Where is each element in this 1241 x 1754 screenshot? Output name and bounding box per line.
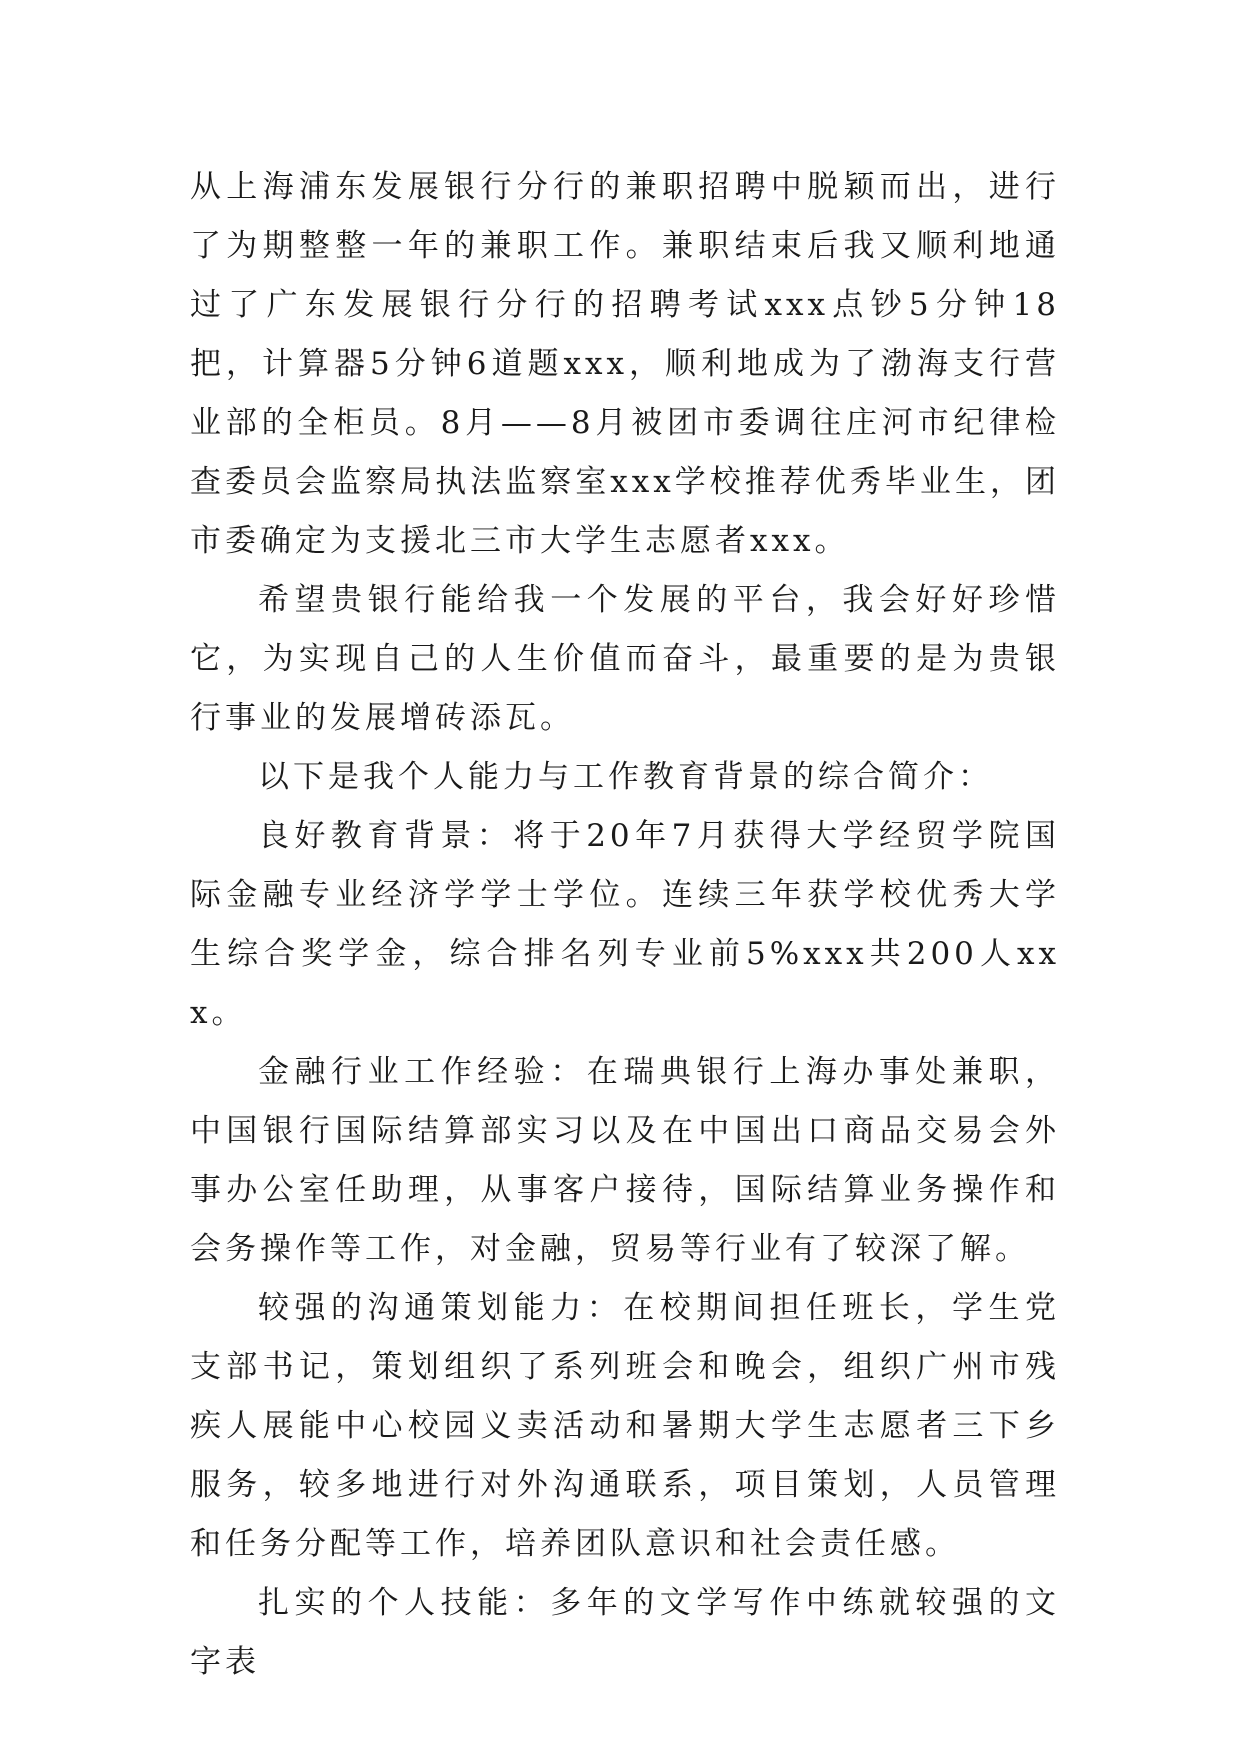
paragraph-personal-skills: 扎实的个人技能：多年的文学写作中练就较强的文字表: [190, 1585, 1060, 1680]
paragraph-intro: 以下是我个人能力与工作教育背景的综合简介：: [258, 759, 993, 795]
paragraph-finance-experience: 金融行业工作经验：在瑞典银行上海办事处兼职，中国银行国际结算部实习以及在中国出口商品交易会外事办公室任助理，从事客户接待，国际结算业务操作和会务操作等工作，对金融，贸易等行业有了较深了解。: [190, 1054, 1060, 1267]
paragraph-employment-history: 从上海浦东发展银行分行的兼职招聘中脱颖而出，进行了为期整整一年的兼职工作。兼职结束后我又顺利地通过了广东发展银行分行的招聘考试xxx点钞5分钟18把，计算器5分钟6道题xxx，顺利地成为了渤海支行营业部的全柜员。8月——8月被团市委调往庄河市纪律检查委员会监察局执法监察室xxx学校推荐优秀毕业生，团市委确定为支援北三市大学生志愿者xxx。: [190, 169, 1060, 559]
paragraph-hope-statement: 希望贵银行能给我一个发展的平台，我会好好珍惜它，为实现自己的人生价值而奋斗，最重要的是为贵银行事业的发展增砖添瓦。: [190, 582, 1060, 736]
document-body: [190, 158, 1060, 1692]
paragraph-communication-skills: 较强的沟通策划能力：在校期间担任班长，学生党支部书记，策划组织了系列班会和晚会，组织广州市残疾人展能中心校园义卖活动和暑期大学生志愿者三下乡服务，较多地进行对外沟通联系，项目策划，人员管理和任务分配等工作，培养团队意识和社会责任感。: [190, 1290, 1060, 1562]
paragraph-education: 良好教育背景：将于20年7月获得大学经贸学院国际金融专业经济学学士学位。连续三年获学校优秀大学生综合奖学金，综合排名列专业前5%xxx共200人xxx。: [190, 818, 1060, 1031]
